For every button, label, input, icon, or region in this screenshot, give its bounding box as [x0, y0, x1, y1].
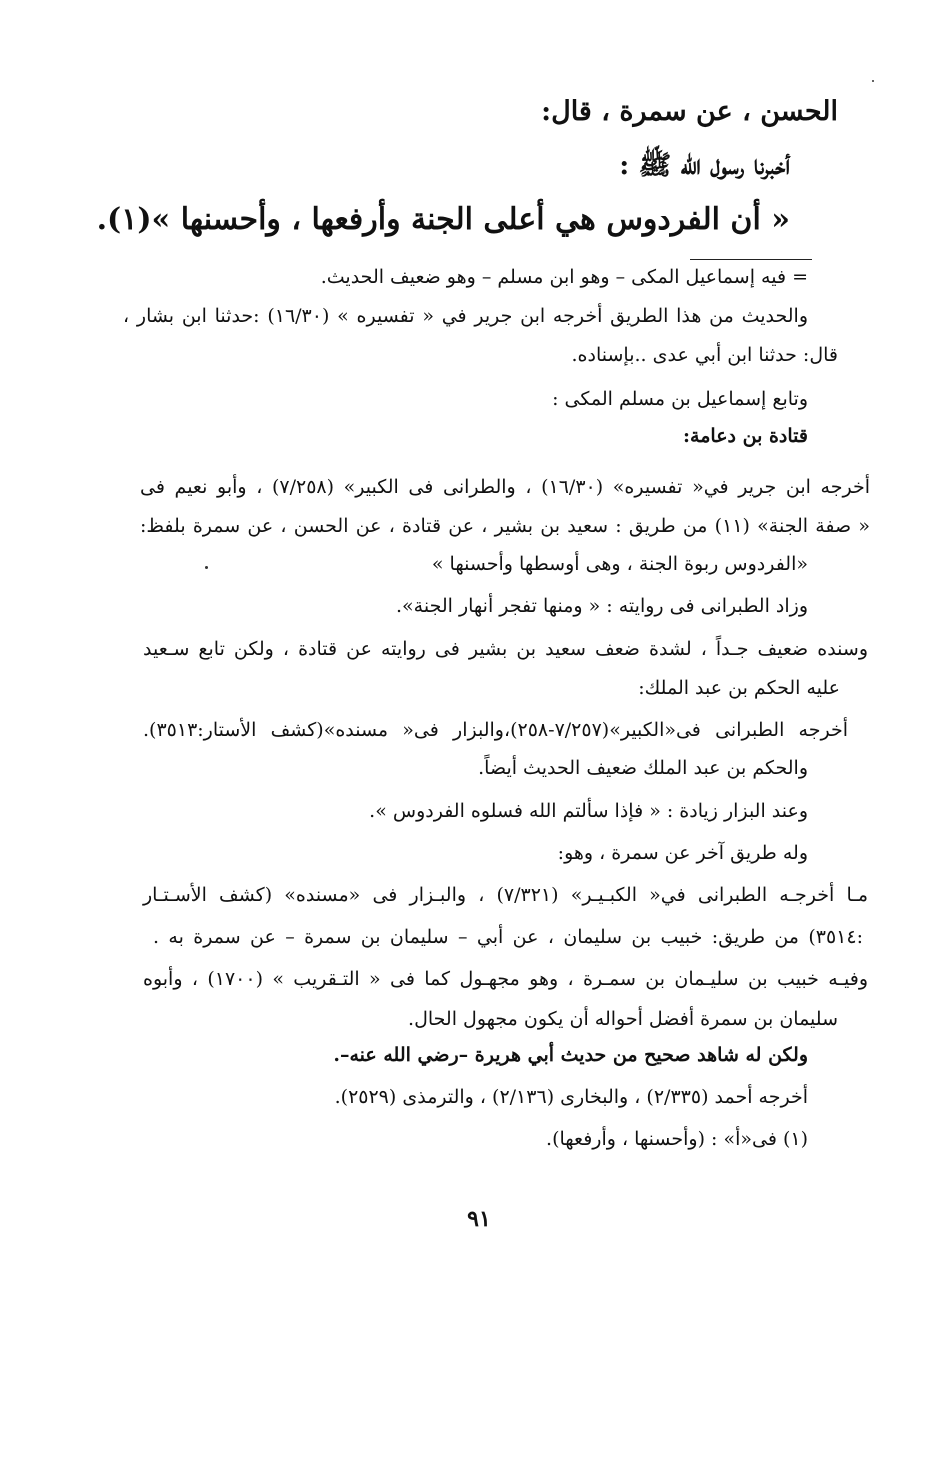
scan-speck	[872, 80, 874, 82]
note-line-8: «الفردوس ربوة الجنة ، وهى أوسطها وأحسنها »	[431, 553, 808, 575]
note-line-14: وعند البزار زيادة : « فإذا سألتم الله فسلوه الفردوس ».	[369, 800, 808, 822]
note-line-5: قتادة بن دعامة:	[683, 425, 808, 447]
note-line-9: وزاد الطبرانى فى روايته : « ومنها تفجر أنهار الجنة».	[396, 595, 808, 617]
footnote-1: (١) فى«أ» : (وأحسنها ، وأرفعها).	[546, 1128, 808, 1150]
note-line-12: أخرجه الطبرانى فى«الكبير»(٧/٢٥٧-٢٥٨)،والبزار فى« مسنده»(كشف الأستار:٣٥١٣).	[143, 719, 848, 741]
note-line-1: = فيه إسماعيل المكى – وهو ابن مسلم – وهو ضعيف الحديث.	[320, 266, 808, 288]
note-line-7: « صفة الجنة» (١١) من طريق : سعيد بن بشير ، عن قتادة ، عن الحسن ، عن سمرة بلفظ:	[140, 515, 871, 537]
note-line-2: والحديث من هذا الطريق أخرجه ابن جرير في « تفسيره » (١٦/٣٠) :حدثنا ابن بشار ،	[123, 305, 808, 327]
note-line-15: وله طريق آخر عن سمرة ، وهو:	[557, 842, 808, 864]
note-line-17: :٣٥١٤) من طريق: خبيب بن سليمان ، عن أبي – سليمان بن سمرة – عن سمرة به .	[153, 926, 863, 948]
note-line-19: سليمان بن سمرة أفضل أحواله أن يكون مجهول الحال.	[408, 1008, 838, 1030]
note-line-3: قال: حدثنا ابن أبي عدى ..بإسناده.	[571, 344, 838, 366]
note-line-6: أخرجه ابن جرير في« تفسيره» (١٦/٣٠) ، والطرانى فى الكبير» (٧/٢٥٨) ، وأبو نعيم فى	[140, 476, 870, 498]
note-line-20: ولكن له شاهد صحيح من حديث أبي هريرة –رضي الله عنه–.	[333, 1044, 808, 1066]
note-line-16: مـا أخرجـه الطبرانى في« الكبـيـر» (٧/٣٢١) ، والبـزار فى «مسنده» (كشف الأسـتـار	[143, 884, 868, 906]
note-line-10: وسنده ضعيف جـداً ، لشدة ضعف سعيد بن بشير فى روايته عن قتادة ، ولكن تابع سـعيد	[143, 638, 868, 660]
note-line-21: أخرجه أحمد (٢/٣٣٥) ، والبخارى (٢/١٣٦) ، والترمذى (٢٥٢٩).	[334, 1086, 808, 1108]
heading-line-2: أخبرنا رسول الله ﷺ :	[619, 150, 790, 181]
note-line-13: والحكم بن عبد الملك ضعيف الحديث أيضاً.	[478, 757, 808, 779]
scan-speck	[205, 566, 208, 569]
footnote-divider	[690, 259, 812, 260]
page-number: ٩١	[467, 1206, 491, 1232]
heading-line-3: « أن الفردوس هي أعلى الجنة وأرفعها ، وأحسنها »(١).	[96, 202, 790, 237]
note-line-11: عليه الحكم بن عبد الملك:	[638, 677, 840, 699]
heading-line-1: الحسن ، عن سمرة ، قال:	[541, 96, 838, 127]
note-line-4: وتابع إسماعيل بن مسلم المكى :	[552, 388, 808, 410]
note-line-18: وفيـه خبيب بن سليـمان بن سمـرة ، وهو مجهـول كما فى « التـقريب » (١٧٠٠) ، وأبوه	[143, 968, 868, 990]
